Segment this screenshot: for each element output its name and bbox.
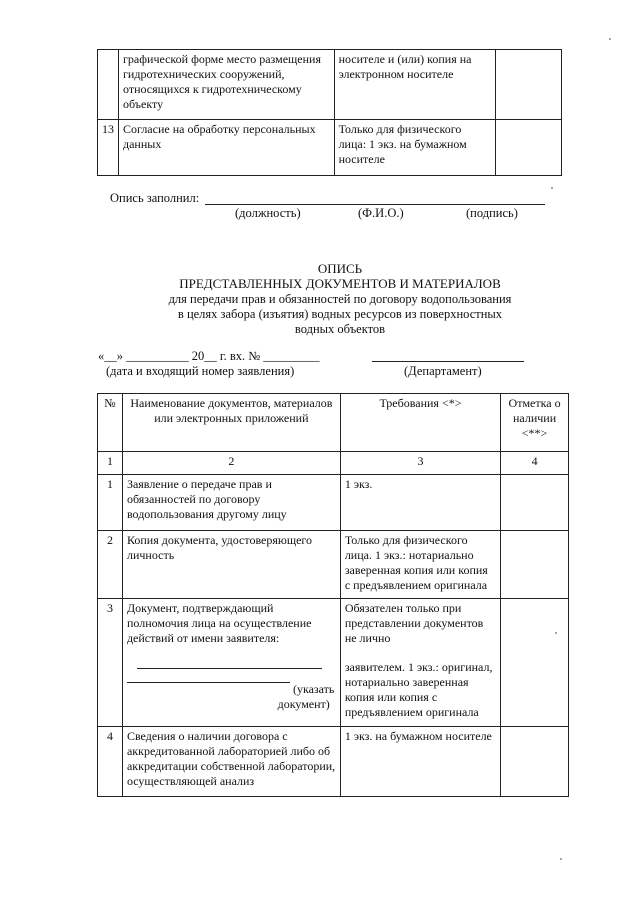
- document-requirement: носителе и (или) копия на электронном носителе: [334, 50, 496, 120]
- document-requirement: 1 экз. на бумажном носителе: [340, 727, 500, 797]
- document-name-cell: [122, 599, 340, 727]
- table-row: [98, 120, 562, 176]
- row-number: 2: [98, 531, 123, 599]
- row-number: [98, 50, 119, 120]
- availability-mark: [501, 727, 569, 797]
- document-name: Копия документа, удостоверяющего личность: [122, 531, 340, 599]
- previous-documents-table: [97, 49, 562, 176]
- row-number: 1: [98, 475, 123, 531]
- position-caption: (должность): [235, 206, 301, 220]
- filled-by-label: Опись заполнил:: [110, 191, 200, 205]
- specify-document-text: (указать: [292, 682, 335, 696]
- document-requirement: Только для физического лица: 1 экз. на бумажном носителе: [334, 120, 496, 176]
- table-row: [98, 50, 562, 120]
- document-requirement-continued: заявителем. 1 экз.: оригинал, нотариально заверенная копия или копия с предъявлением оригинала: [344, 660, 493, 719]
- availability-mark: [501, 475, 569, 531]
- specify-document-tail: документ): [277, 697, 330, 711]
- scan-speck: [560, 858, 562, 860]
- header-requirements: Требования <*>: [340, 394, 500, 452]
- row-number: 3: [98, 599, 123, 727]
- title-line-4: в целях забора (изъятия) водных ресурсов из поверхностных: [177, 307, 503, 321]
- table-row: [98, 475, 569, 531]
- col-number: 4: [501, 452, 569, 475]
- availability-mark: [501, 531, 569, 599]
- scan-speck: [609, 38, 611, 40]
- header-name: Наименование документов, материалов или электронных приложений: [122, 394, 340, 452]
- title-line-3: для передачи прав и обязанностей по договору водопользования: [168, 292, 512, 306]
- department-caption: (Департамент): [404, 364, 482, 378]
- title-line-2: ПРЕДСТАВЛЕННЫХ ДОКУМЕНТОВ И МАТЕРИАЛОВ: [179, 276, 501, 291]
- col-number: 1: [98, 452, 123, 475]
- availability-mark: [496, 120, 562, 176]
- row-number: 13: [98, 120, 119, 176]
- signature-line: [205, 204, 545, 205]
- document-requirement: Только для физического лица. 1 экз.: нотариально заверенная копия или копия с предъявлением оригинала: [340, 531, 500, 599]
- row-number: 4: [98, 727, 123, 797]
- table-header-row: [98, 394, 569, 452]
- department-line: [372, 361, 524, 362]
- column-numbers-row: [98, 452, 569, 475]
- title-line-1: ОПИСЬ: [317, 261, 363, 276]
- requirement-cell: [340, 599, 500, 727]
- document-name: Документ, подтверждающий полномочия лица на осуществление действий от имени заявителя:: [126, 601, 312, 645]
- header-number: №: [98, 394, 123, 452]
- document-name: Сведения о наличии договора с аккредитованной лабораторией либо об аккредитации собственной лаборатории, осуществляющей анализ: [122, 727, 340, 797]
- header-mark: Отметка о наличии <**>: [501, 394, 569, 452]
- signature-caption: (подпись): [466, 206, 518, 220]
- availability-mark: [496, 50, 562, 120]
- col-number: 2: [122, 452, 340, 475]
- date-caption: (дата и входящий номер заявления): [106, 364, 295, 378]
- date-number-line: «__» __________ 20__ г. вх. № _________: [98, 349, 320, 363]
- document-name: графической форме место размещения гидротехнических сооружений, относящихся к гидротехническому объекту: [119, 50, 335, 120]
- col-number: 3: [340, 452, 500, 475]
- table-row: [98, 599, 569, 727]
- title-line-5: водных объектов: [294, 322, 386, 336]
- document-requirement: 1 экз.: [340, 475, 500, 531]
- table-row: [98, 531, 569, 599]
- documents-table: [97, 393, 569, 797]
- blank-line: [127, 682, 290, 683]
- blank-line: [137, 668, 322, 669]
- document-name: Заявление о передаче прав и обязанностей по договору водопользования другому лицу: [122, 475, 340, 531]
- table-row: [98, 727, 569, 797]
- document-name: Согласие на обработку персональных данных: [119, 120, 335, 176]
- scan-speck: [555, 632, 557, 634]
- scan-speck: [551, 187, 553, 189]
- document-requirement: Обязателен только при представлении документов не лично: [344, 601, 484, 645]
- availability-mark: [501, 599, 569, 727]
- fio-caption: (Ф.И.О.): [358, 206, 404, 220]
